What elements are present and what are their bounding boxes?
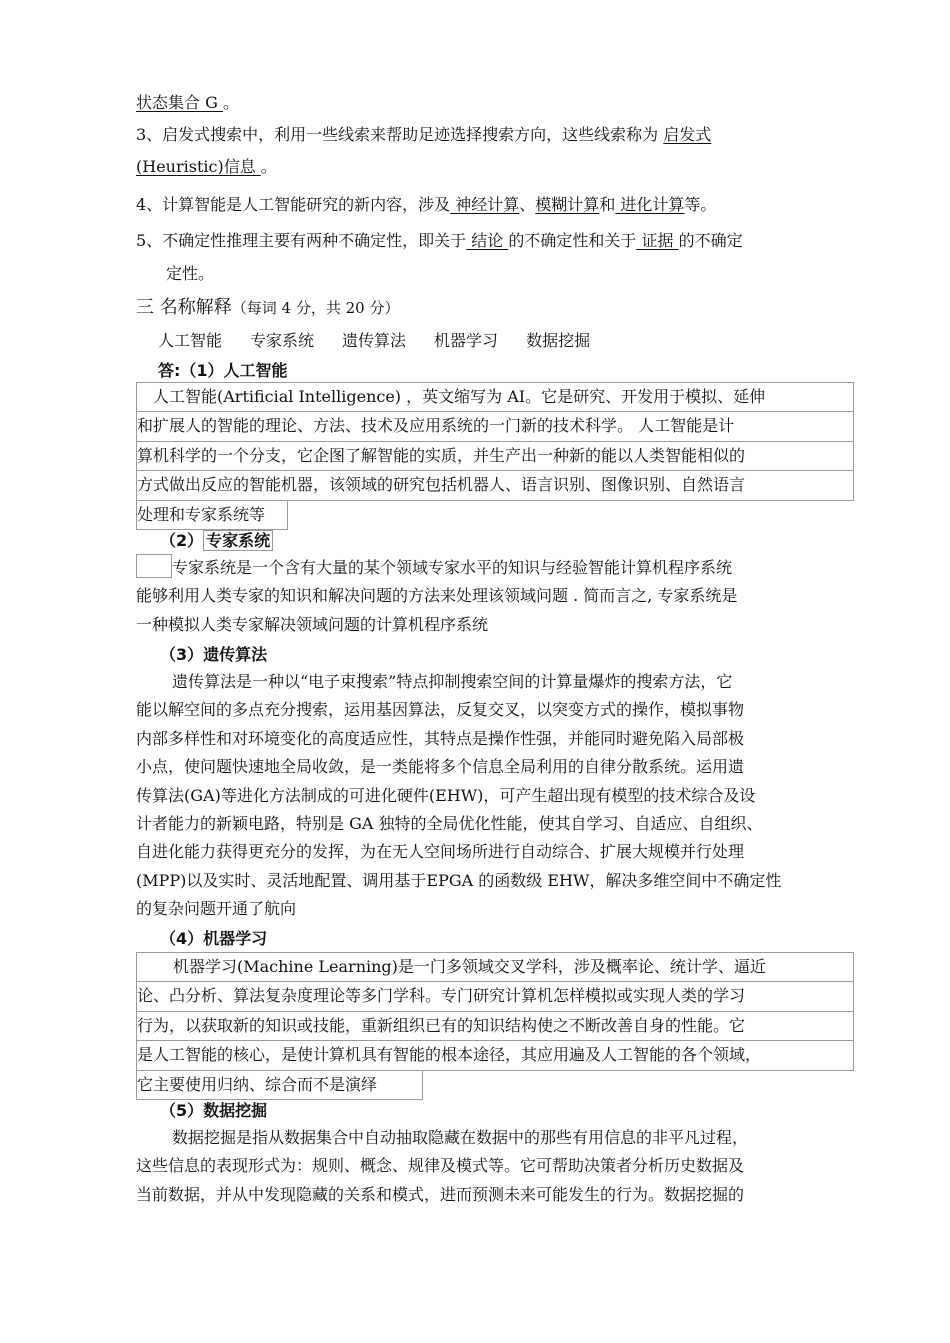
paragraph-line: 论、凸分析、算法复杂度理论等多门学科。专门研究计算机怎样模拟或实现人类的学习 [136,982,854,1011]
answer-1-heading: 答:（1）人工智能 [158,361,288,380]
paragraph-line: 专家系统是一个含有大量的某个领域专家水平的知识与经验智能计算机程序系统 [172,558,733,577]
separator: 、 [519,195,536,214]
paragraph-line: 自进化能力获得更充分的发挥，为在无人空间场所进行自动综合、扩展大规模并行处理 [136,842,745,862]
question-text: 5、不确定性推理主要有两种不确定性，即关于 [136,231,467,250]
paragraph-line: 传算法(GA)等进化方法制成的可进化硬件(EHW)，可产生超出现有模型的技术综合及设 [136,785,756,805]
paragraph-line: 能够利用人类专家的知识和解决问题的方法来处理该领域问题 . 简而言之, 专家系统是 [136,586,738,606]
paragraph-line: 人工智能(Artificial Intelligence) ，英文缩写为 AI。它是研究、开发用于模拟、延伸 [136,382,854,412]
term-item: 机器学习 [434,331,499,350]
question-4 [136,194,716,216]
punctuation: 。 [260,157,277,176]
question-text: 的不确定 [678,231,743,250]
paragraph-line: 算机科学的一个分支，它企图了解智能的实质，并生产出一种新的能以人类智能相似的 [136,442,854,471]
paragraph-line: 数据挖掘是指从数据集合中自动抽取隐藏在数据中的那些有用信息的非平凡过程， [172,1128,749,1147]
question-3-line-2 [136,156,277,178]
term-item: 人工智能 [158,331,223,350]
paragraph-line: 当前数据，并从中发现隐藏的关系和模式，进而预测未来可能发生的行为。数据挖掘的 [136,1184,745,1204]
paragraph-line: (MPP)以及实时、灵活地配置、调用基于EPGA 的函数级 EHW，解决多维空间中不确定性 [136,870,782,890]
term-item: 数据挖掘 [526,331,591,350]
answer-blank: 结论 [466,231,509,250]
answer-blank: 证据 [636,231,679,250]
section-title: 三 名称解释 [136,297,232,318]
term-item: 专家系统 [250,331,315,350]
term-item: 遗传算法 [342,331,407,350]
answer-blank: 进化计算 [615,195,685,214]
separator: 和 [599,195,616,214]
question-5-line-2 [166,263,214,285]
answer-5-paragraph [136,1124,854,1209]
answer-blank: 神经计算 [450,195,520,214]
answer-5-heading: （5）数据挖掘 [160,1101,268,1120]
answer-label: 专家系统 [203,530,273,551]
paragraph-line: 处理和专家系统等 [136,501,288,530]
punctuation: 。 [222,93,239,112]
answer-1-paragraph [136,382,854,530]
answer-blank: 状态集合 G [136,93,223,112]
paragraph-line: 的复杂问题开通了航向 [136,899,297,919]
question-5-line-1 [136,230,743,252]
question-text: 4、计算智能是人工智能研究的新内容，涉及 [136,195,451,214]
paragraph-line: 这些信息的表现形式为：规则、概念、规律及模式等。它可帮助决策者分析历史数据及 [136,1156,745,1176]
paragraph-line: 和扩展人的智能的理论、方法、技术及应用系统的一门新的技术科学。 人工智能是计 [136,412,854,441]
question-text: 定性。 [166,264,215,283]
answer-number: （2） [160,531,204,550]
answer-2-paragraph [136,554,854,639]
section-subtitle: （每词 4 分，共 20 分） [231,299,400,317]
paragraph-line: 小点，使问题快速地全局收敛，是一类能将多个信息全局利用的自律分散系统。运用遗 [136,757,745,777]
answer-3-paragraph [136,668,866,924]
answer-blank: 模糊计算 [535,195,600,214]
paragraph-line: 机器学习(Machine Learning)是一门多领域交叉学科，涉及概率论、统计学、逼近 [136,952,854,982]
answer-blank: 启发式 [663,125,712,144]
paragraph-line: 它主要使用归纳、综合而不是演绎 [136,1071,423,1100]
term-list [158,330,618,352]
paragraph-line: 计者能力的新颖电路，特别是 GA 独特的全局优化性能，使其自学习、自适应、自组织、 [136,814,763,834]
paragraph-line: 遗传算法是一种以“电子束搜索”特点抑制搜索空间的计算量爆炸的搜索方法，它 [172,672,733,691]
answer-4-paragraph [136,952,854,1100]
question-text: 等。 [684,195,717,214]
answer-4-heading: （4）机器学习 [160,929,268,948]
paragraph-line: 行为，以获取新的知识或技能，重新组织已有的知识结构使之不断改善自身的性能。它 [136,1012,854,1041]
section-3-heading [136,296,399,320]
question-text: 3、启发式搜索中，利用一些线索来帮助足迹选择搜索方向，这些线索称为 [136,125,664,144]
question-text: 的不确定性和关于 [508,231,637,250]
text-line-state-set [136,92,239,114]
paragraph-line: 方式做出反应的智能机器，该领域的研究包括机器人、语言识别、图像识别、自然语言 [136,471,854,500]
paragraph-line: 能以解空间的多点充分搜索，运用基因算法，反复交叉，以突变方式的操作，模拟事物 [136,700,745,720]
answer-2-heading [160,528,273,551]
answer-3-heading: （3）遗传算法 [160,645,268,664]
paragraph-line: 内部多样性和对环境变化的高度适应性，其特点是操作性强，并能同时避免陷入局部极 [136,728,745,748]
answer-blank: (Heuristic)信息 [136,157,261,176]
question-3-line-1 [136,124,711,146]
paragraph-line: 一种模拟人类专家解决领域问题的计算机程序系统 [136,614,489,634]
paragraph-line: 是人工智能的核心，是使计算机具有智能的根本途径，其应用遍及人工智能的各个领域， [136,1041,854,1070]
